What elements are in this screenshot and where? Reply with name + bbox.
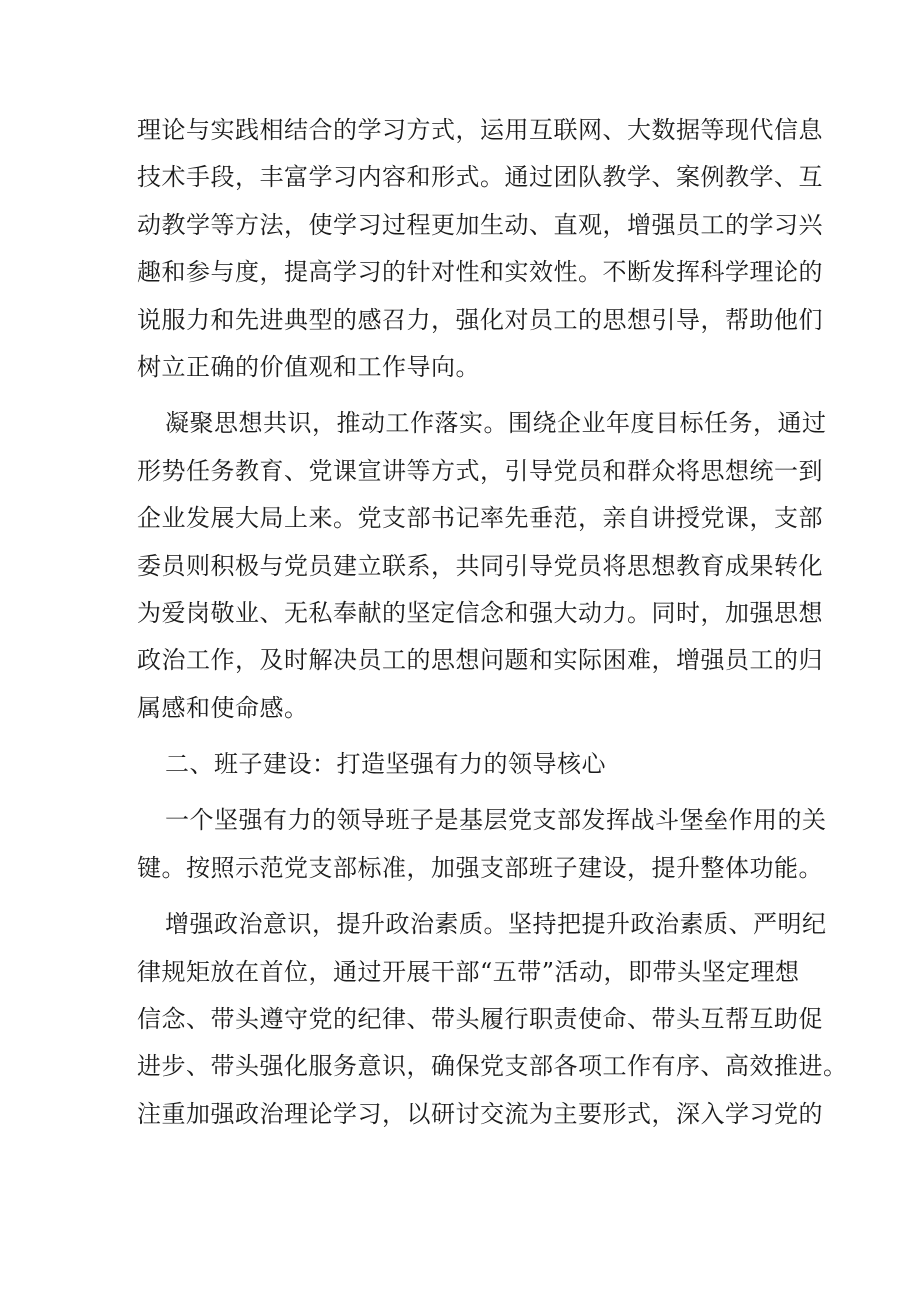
paragraph-leadership-intro xyxy=(137,797,827,892)
text-line: 委员则积极与党员建立联系，共同引导党员将思想教育成果转化 xyxy=(137,551,823,580)
text-line: 一个坚强有力的领导班子是基层党支部发挥战斗堡垒作用的关 xyxy=(165,806,827,835)
text-line: 信念、带头遵守党的纪律、带头履行职责使命、带头互帮互助促 xyxy=(137,1005,823,1034)
document-body xyxy=(137,107,848,1138)
heading-line: 二、班子建设：打造坚强有力的领导核心 xyxy=(165,750,606,779)
text-line: 企业发展大局上来。党支部书记率先垂范，亲自讲授党课，支部 xyxy=(137,504,823,533)
section-heading xyxy=(137,741,797,788)
text-line: 增强政治意识，提升政治素质。坚持把提升政治素质、严明纪 xyxy=(165,910,827,939)
text-line: 理论与实践相结合的学习方式，运用互联网、大数据等现代信息 xyxy=(137,116,823,144)
text-line: 树立正确的价值观和工作导向。 xyxy=(137,352,480,381)
paragraph-consensus xyxy=(137,400,827,732)
text-line: 为爱岗敬业、无私奉献的坚定信念和强大动力。同时，加强思想 xyxy=(137,598,823,627)
text-line: 进步、带头强化服务意识，确保党支部各项工作有序、高效推进。 xyxy=(137,1052,848,1081)
text-line: 注重加强政治理论学习，以研讨交流为主要形式，深入学习党的 xyxy=(137,1099,823,1128)
text-line: 凝聚思想共识，推动工作落实。围绕企业年度目标任务，通过 xyxy=(165,409,827,438)
paragraph-political-awareness xyxy=(137,901,848,1138)
text-line: 律规矩放在首位，通过开展干部“五带”活动，即带头坚定理想 xyxy=(137,957,800,986)
text-line: 键。按照示范党支部标准，加强支部班子建设，提升整体功能。 xyxy=(137,853,823,882)
paragraph-study-methods xyxy=(137,107,823,391)
text-line: 动教学等方法，使学习过程更加生动、直观，增强员工的学习兴 xyxy=(137,210,823,239)
text-line: 形势任务教育、党课宣讲等方式，引导党员和群众将思想统一到 xyxy=(137,456,823,485)
text-line: 政治工作，及时解决员工的思想问题和实际困难，增强员工的归 xyxy=(137,646,823,675)
text-line: 说服力和先进典型的感召力，强化对员工的思想引导，帮助他们 xyxy=(137,305,823,334)
text-line: 技术手段，丰富学习内容和形式。通过团队教学、案例教学、互 xyxy=(137,163,823,192)
text-line: 趣和参与度，提高学习的针对性和实效性。不断发挥科学理论的 xyxy=(137,258,823,287)
text-line: 属感和使命感。 xyxy=(137,693,309,722)
